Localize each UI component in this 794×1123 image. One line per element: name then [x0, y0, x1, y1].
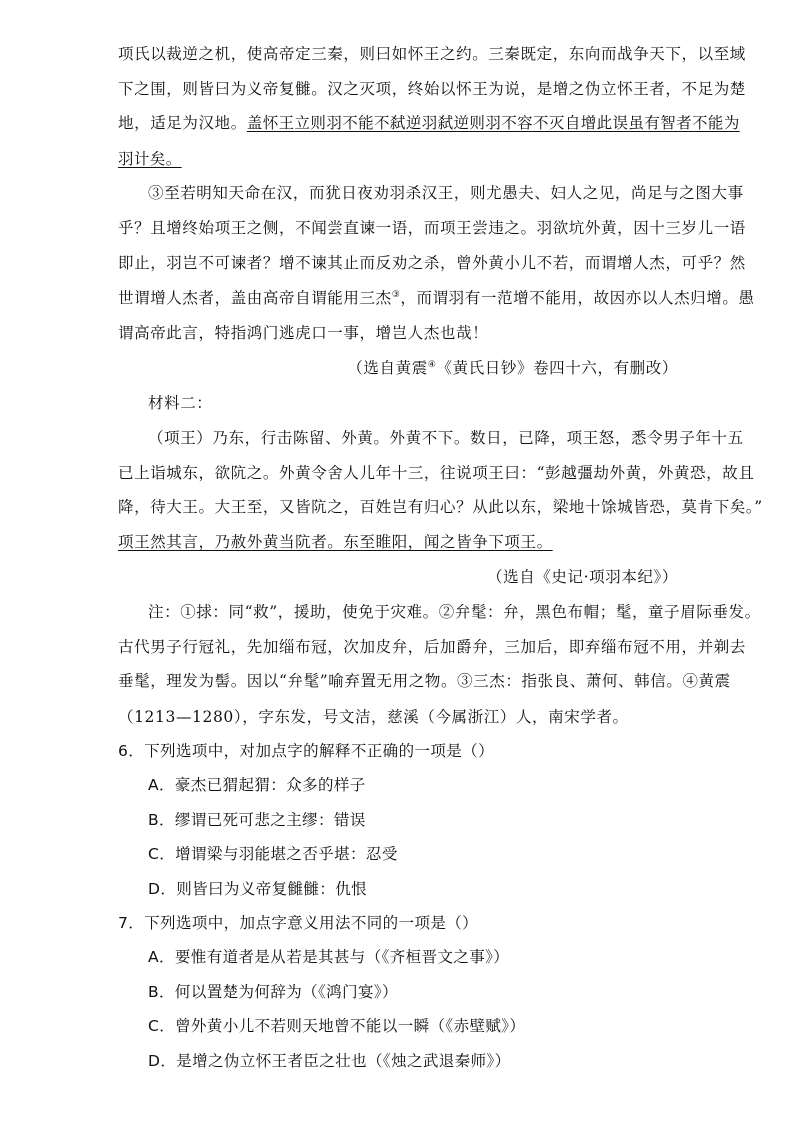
underlined-sentence: 羽计矣。	[118, 150, 182, 168]
question-6-option-c: C．增谓梁与羽能堪之否乎堪：忍受	[148, 845, 398, 863]
note-line: （1213—1280），字东发，号文洁，慈溪（今属浙江）人，南宋学者。	[118, 708, 629, 726]
question-6-stem: 6．下列选项中，对加点字的解释不正确的一项是（）	[118, 742, 494, 760]
passage-line	[118, 113, 740, 133]
note-line: 垂髦，理发为髻。因以“弁髦”喻弃置无用之物。③三杰：指张良、萧何、韩信。④黄震	[118, 672, 731, 690]
question-7-option-c: C．曾外黄小儿不若则天地曾不能以一瞬（《赤壁赋》）	[148, 1017, 526, 1035]
material-line: 降，待大王。大王至，又皆阬之，百姓岂有归心？从此以东，梁地十馀城皆恐，莫肯下矣。”	[118, 498, 763, 516]
footnote-marker: ④	[427, 359, 437, 370]
question-6-option-d: D．则皆曰为义帝复雠雠：仇恨	[148, 880, 368, 898]
passage-line: 项氏以裁逆之机，使高帝定三秦，则曰如怀王之约。三秦既定，东向而战争天下，以至域	[118, 45, 746, 63]
underlined-sentence: 项王然其言，乃赦外黄当阬者。	[118, 533, 344, 551]
passage-text: 地，适足为汉地。	[118, 114, 247, 132]
question-7-option-b: B．何以置楚为何辞为（《鸿门宴》）	[148, 983, 398, 1001]
material-heading: 材料二：	[148, 394, 213, 412]
paragraph-3-line: 即止，羽岂不可谏者？增不谏其止而反劝之杀，曾外黄小儿不若，而谓增人杰，可乎？然	[118, 254, 746, 272]
material-line	[118, 532, 678, 552]
note-line: 注：①捄：同“救”，援助，使免于灾难。②弁髦：弁，黑色布帽；髦，童子眉际垂发。	[148, 603, 761, 621]
question-7-option-a: A．要惟有道者是从若是其甚与（《齐桓晋文之事》）	[148, 948, 510, 966]
underlined-sentence: 东至睢阳，闻之皆争下项王。	[343, 533, 553, 551]
passage-line: 下之围，则皆曰为义帝复雠。汉之灭项，终始以怀王为说，是增之伪立怀王者，不足为楚	[118, 80, 746, 98]
passage-line	[118, 149, 678, 169]
paragraph-3-line: ③至若明知天命在汉，而犹日夜劝羽杀汉王，则尤愚夫、妇人之见，尚足与之图大事	[148, 184, 744, 202]
passage-text: 世谓增人杰者，盖由高帝自谓能用三杰	[118, 289, 392, 307]
question-7-stem: 7．下列选项中，加点字意义用法不同的一项是（）	[118, 914, 479, 932]
underlined-sentence: 盖怀王立则羽不能不弑逆羽弑逆则羽不容不灭自增此误虽有智者不能为	[246, 114, 740, 132]
question-6-option-b: B．缪谓已死可悲之主缪：错误	[148, 811, 366, 829]
note-line: 古代男子行冠礼，先加缁布冠，次加皮弁，后加爵弁，三加后，即弃缁布冠不用，并剃去	[118, 638, 746, 656]
footnote-marker: ③	[391, 289, 401, 300]
source-citation: （选自黄震④《黄氏日钞》卷四十六，有删改）	[347, 359, 678, 377]
passage-text: ，而谓羽有一范增不能用，故因亦以人杰归增。愚	[400, 289, 755, 307]
material-line: （项王）乃东，行击陈留、外黄。外黄不下。数日，已降，项王怒，悉令男子年十五	[148, 429, 744, 447]
question-6-option-a: A．豪杰已猬起猬：众多的样子	[148, 776, 366, 794]
source-citation: （选自《史记·项羽本纪》）	[487, 568, 678, 586]
material-line: 已上诣城东，欲阬之。外黄令舍人儿年十三，往说项王曰：“彭越彊劫外黄，外黄恐，故且	[118, 464, 755, 482]
paragraph-3-line: 谓高帝此言，特指鸿门逃虎口一事，增岂人杰也哉！	[118, 324, 489, 342]
question-7-option-d: D．是增之伪立怀王者臣之壮也（《烛之武退秦师》）	[148, 1052, 511, 1070]
paragraph-3-line	[118, 288, 755, 308]
paragraph-3-line: 乎？且增终始项王之侧，不闻尝直谏一语，而项王尝违之。羽欲坑外黄，因十三岁儿一语	[118, 219, 746, 237]
